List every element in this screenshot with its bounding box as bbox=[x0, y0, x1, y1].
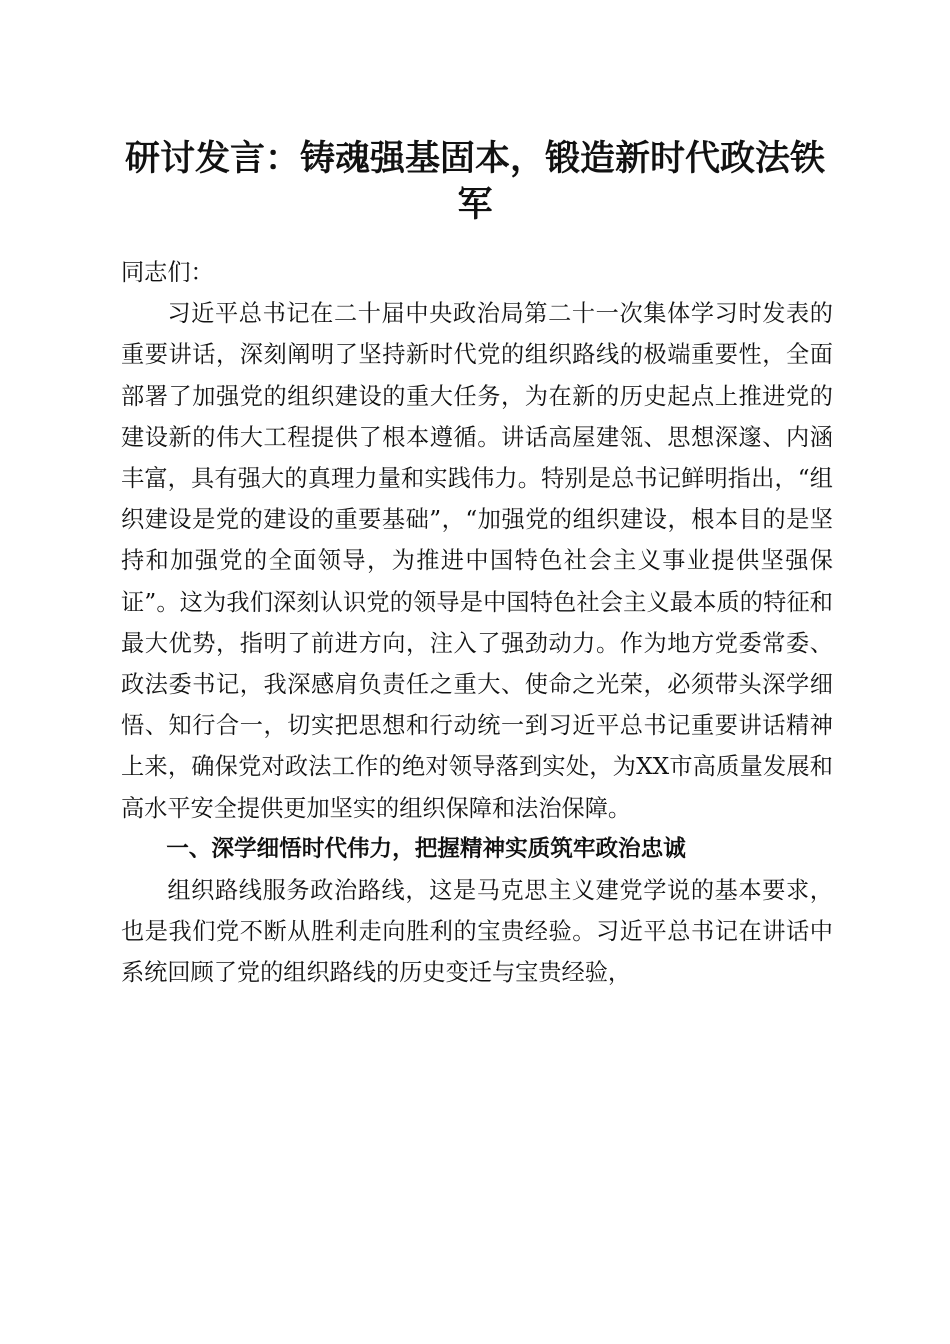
document-title: 研讨发言：铸魂强基固本，锻造新时代政法铁军 bbox=[124, 138, 825, 225]
section-heading: 一、深学细悟时代伟力，把握精神实质筑牢政治忠诚 bbox=[166, 835, 686, 862]
document-body bbox=[121, 252, 833, 994]
greeting: 同志们： bbox=[121, 259, 214, 286]
body-paragraph: 习近平总书记在二十届中央政治局第二十一次集体学习时发表的重要讲话，深刻阐明了坚持新时代党的组织路线的极端重要性，全面部署了加强党的组织建设的重大任务，为在新的历史起点上推进党的建设新的伟大工程提供了根本遵循。讲话高屋建瓴、思想深邃、内涵丰富，具有强大的真理力量和实践伟力。特别是总书记鲜明指出，“组织建设是党的建设的重要基础”，“加强党的组织建设，根本目的是坚持和加强党的全面领导，为推进中国特色社会主义事业提供坚强保证”。这为我们深刻认识党的领导是中国特色社会主义最本质的特征和最大优势，指明了前进方向，注入了强劲动力。作为地方党委常委、政法委书记，我深感肩负责任之重大、使命之光荣，必须带头深学细悟、知行合一，切实把思想和行动统一到习近平总书记重要讲话精神上来，确保党对政法工作的绝对领导落到实处，为XX市高质量发展和高水平安全提供更加坚实的组织保障和法治保障。 bbox=[121, 300, 833, 822]
section-paragraph: 组织路线服务政治路线，这是马克思主义建党学说的基本要求，也是我们党不断从胜利走向胜利的宝贵经验。习近平总书记在讲话中系统回顾了党的组织路线的历史变迁与宝贵经验， bbox=[121, 877, 833, 987]
